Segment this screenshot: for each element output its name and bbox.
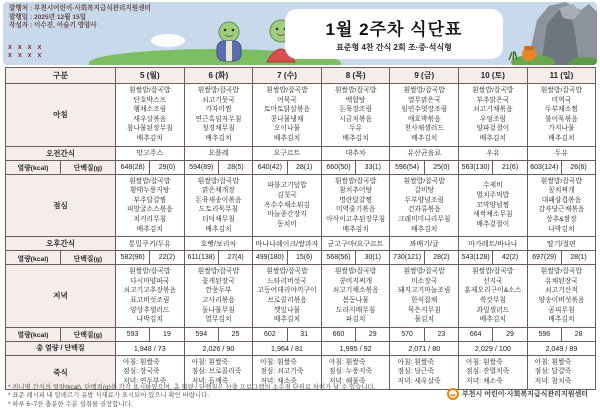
energy-1-protein-day-6: 26(6) [561,160,595,174]
menu-item: 김칫국 [277,191,297,199]
energy-3-kcal-day-3: 660 [321,327,355,341]
am-snack-day-3: 대추차 [321,146,390,160]
menu-item: 어묵국 [277,96,297,104]
am-snack-day-0: 망고주스 [116,146,185,160]
row-label-lunch: 점심 [6,174,116,237]
energy-2-kcal-day-0: 582(96) [116,251,150,265]
menu-item: 아침: 흰쌀죽 [191,358,229,366]
pm-snack-day-1: 호빵/보리차 [184,237,253,251]
menu-item: 고사리볶음 [201,296,235,304]
menu-item: 새우살볶음 [133,115,167,123]
menu-item: 피망굴소스볶음 [126,206,173,214]
energy-2-protein-day-0: 22(2) [150,251,184,265]
protein-label: 단백질(g) [61,327,116,341]
menu-item: 흰쌀밥/잡곡밥 [403,87,445,94]
menu-item: 점심: 장국죽 [123,368,160,376]
breakfast-day-6 [527,84,596,147]
menu-item: 백합탕 [345,96,366,104]
menu-item: 저녁: 채소죽 [260,378,297,386]
menu-item: 천사채샐러드 [404,125,444,133]
breakfast-day-5 [459,84,528,147]
am-snack-day-4: 유산균음료 [390,146,459,160]
menu-item: 쇠고기고추장볶음 [123,287,177,295]
x-marks-row: x x x x [8,44,44,51]
total-day-1: 2,026 / 90 [184,341,253,355]
menu-item: 나박김치 [136,316,163,324]
menu-item: 맑은채개장 [201,187,235,195]
menu-item: 아침: 흰쌀죽 [123,358,160,366]
menu-item: 연근흑임자무침 [195,115,242,123]
energy-2-protein-day-4: 28(2) [424,251,458,265]
day-header-0: 5 (월) [116,68,185,84]
day-header-2: 7 (수) [253,68,322,84]
energy-1-kcal-day-0: 648(28) [116,160,150,174]
energy-2-kcal-day-2: 499(180) [253,251,287,265]
total-day-6: 2,049 / 89 [527,341,596,355]
day-header-3: 8 (목) [321,68,390,84]
menu-item: 임연수엿장조림 [401,106,448,114]
footer-note: * 하루 6~7잔 충분한 수분 섭취를 권장합니다. [8,400,133,408]
page-title: 1월 2주차 식단표 [325,20,463,39]
energy-2-protein-day-2: 15(6) [287,251,321,265]
am-snack-day-6: 두유 [527,146,596,160]
lunch-day-5 [459,174,528,237]
breakfast-day-4 [390,84,459,147]
author-line: 작성자 : 이수진, 이슬기 영양사 [9,22,97,30]
meal-plan-table [5,67,596,390]
title-box [285,9,503,59]
menu-item: 토마토닭살볶음 [264,106,310,114]
menu-item: 감자당근채볶음 [538,206,585,214]
energy-3-kcal-day-1: 594 [184,327,218,341]
lunch-day-2 [253,174,322,237]
energy-3-protein-day-3: 29 [356,327,390,341]
energy-1-protein-day-0: 29(0) [150,160,184,174]
energy-3-protein-day-2: 31 [287,327,321,341]
menu-item: 파김치 [345,316,366,324]
menu-item: 물김치 [414,316,435,324]
menu-item: 돌나물무침 [201,306,235,314]
footer-note: * 끼니별 간식의 열량(kcal), 단백질(g)을 각각 표시하였으며, 총 열량 / 단백질은 산출 프로그램의 소수점 단위로 차이가 날 수 있습니다. [8,384,376,391]
dinner-day-3 [321,265,390,328]
menu-item: 배추김치 [136,225,163,233]
dinner-day-6 [527,265,596,328]
menu-item: 배추김치 [205,134,232,142]
energy-2-protein-day-1: 27(4) [218,251,252,265]
menu-item: 꽁치찌개 [548,187,575,195]
menu-item: 쇠고기뭇국 [201,96,235,104]
energy-2-kcal-day-6: 697(29) [527,251,561,265]
menu-item: 한식잡채 [411,296,438,304]
total-day-2: 1,964 / 81 [253,341,322,355]
menu-item: 흰쌀밥/잡곡밥 [540,87,583,94]
energy-3-protein-day-1: 25 [218,327,252,341]
lunch-day-6 [527,174,596,237]
menu-item: 흰쌀밥/잡곡밥 [334,177,377,185]
menu-item: 배추김치 [273,316,301,324]
menu-item: 배추김치 [548,134,575,142]
menu-item: 흰쌀밥/잡곡밥 [266,268,308,276]
menu-item: 참치추어탕 [339,187,373,195]
menu-item: 단호박스프 [133,96,167,104]
lunch-day-0 [116,174,185,237]
menu-item: 표고버섯조림 [130,296,170,304]
menu-item: 다시마양파국 [130,277,170,285]
x-marks-row: x x x x [8,52,44,59]
energy-1-protein-day-5: 21(6) [493,160,527,174]
menu-item: 명란달걀찜 [339,196,373,204]
menu-item: 흰쌀밥/잡곡밥 [472,268,514,276]
menu-item: 흰쌀밥/잡곡밥 [403,177,445,185]
energy-3-protein-day-0: 19 [150,327,184,341]
menu-item: 곰피무침 [548,306,575,314]
menu-item: 참나물된장무침 [126,125,173,133]
row-label-dinner: 저녁 [6,265,116,328]
menu-item: 옥수수채소튀김 [264,201,310,209]
menu-item: 양파겉절이 [476,125,510,133]
menu-item: 새싹채소무침 [473,211,513,219]
menu-item: 봄동나물 [342,296,369,304]
menu-item: 배추김치 [342,134,369,142]
menu-item: 점심: 쇠고기죽 [260,368,304,376]
menu-item: 흰쌀밥/잡곡밥 [266,87,308,94]
energy-3-protein-day-5: 29 [493,327,527,341]
energy-2-kcal-day-5: 543(128) [459,251,493,265]
menu-item: 두부양념조림 [404,196,444,204]
menu-item: 아침: 흰쌀죽 [328,358,366,366]
menu-item: 느타리버섯국 [267,277,307,285]
energy-2-kcal-day-1: 611(138) [184,251,218,265]
smiley-logo-icon [447,388,459,400]
day-header-4: 9 (금) [390,68,459,84]
menu-item: 미역국 [551,96,572,104]
menu-item: 꼬막양념찜 [476,201,510,209]
energy-3-kcal-day-0: 593 [116,327,150,341]
menu-item: 흰쌀밥/잡곡밥 [540,268,583,276]
menu-item: 동치미 [277,220,297,228]
menu-item: 과일샐러드 [476,306,510,314]
energy-3-protein-day-4: 23 [424,327,458,341]
menu-item: 점심: 당근죽 [397,368,435,376]
menu-item: 청경채무침 [201,125,235,133]
menu-item: 흰쌀밥/잡곡밥 [540,177,583,185]
menu-item: 불어묵볶음 [545,115,578,123]
energy-1-protein-day-4: 25(0) [424,160,458,174]
menu-item: 훈제오리구이&소스 [464,287,522,295]
menu-item: 점심: 누룽지죽 [328,368,372,376]
row-label-am-snack: 오전간식 [6,146,116,160]
publisher-line: 발행처 : 부천시어린이·사회복지급식관리지원센터 [9,5,151,12]
menu-item: 돈육새송이볶음 [195,196,242,204]
menu-item: 저녁: 참치죽 [534,378,572,386]
menu-item: 아침: 흰쌀죽 [397,358,435,366]
menu-item: 아침: 흰쌀죽 [466,358,503,366]
menu-item: 콩나물냉채 [270,115,304,123]
energy-2-kcal-day-3: 568(56) [321,251,355,265]
menu-item: 아삭이고추된장무침 [326,215,386,223]
menu-item: 우엉조림 [479,115,506,123]
menu-item: 오이나물 [273,125,301,133]
menu-item: 마늘종간장지 [267,211,307,219]
protein-label: 단백질(g) [61,251,116,265]
energy-2-kcal-day-4: 730(121) [390,251,424,265]
menu-item: 저녁: 채소죽 [466,378,503,386]
row-label-total: 총 열량 / 단백질 [6,341,116,355]
menu-item: 갈비탕 [414,187,435,195]
menu-item: 흰쌀밥/잡곡밥 [129,87,171,94]
row-label-pm-snack: 오후간식 [6,237,116,251]
dinner-day-5 [459,265,528,328]
pm-snack-day-0: 통밀쿠키/두유 [116,237,185,251]
menu-item: 크래미미나리무침 [397,215,451,223]
total-day-0: 1,948 / 73 [116,341,185,355]
menu-item: 콩비지찌개 [339,277,373,285]
footer-logo [447,388,588,400]
dinner-day-0 [116,265,185,328]
menu-item: 미소장국 [411,277,438,285]
energy-3-protein-day-6: 28 [561,327,595,341]
menu-item: 도토리묵무침 [198,206,239,214]
menu-item: 고등어데리야끼구이 [257,287,317,295]
menu-item: 부추달걀찜 [133,196,167,204]
menu-item: 배추김치 [479,134,506,142]
menu-item: 깐풍두부 [205,287,232,295]
menu-item: 배추김치 [479,316,506,324]
total-day-5: 2,029 / 100 [459,341,528,355]
menu-item: 배추김치 [548,316,575,324]
menu-item: 상추&쌈장 [546,215,577,223]
menu-item: 저녁: 연두부죽 [123,378,167,386]
pm-snack-day-3: 군고구마/요구르트 [321,237,390,251]
menu-item: 브로콜리볶음 [267,296,307,304]
row-label-breakfast: 아침 [6,84,116,147]
menu-item: 유채된장국 [545,277,578,285]
row-label-porridge: 죽식 [6,355,116,389]
am-snack-day-5: 우유 [459,146,528,160]
energy-3-kcal-day-2: 602 [253,327,287,341]
energy-label: 열량(kcal) [6,327,61,341]
porridge-day-5 [459,355,528,389]
menu-item: 파불고기덮밥 [267,182,307,190]
energy-1-kcal-day-3: 660(50) [321,160,355,174]
menu-item: 묵은지무침 [407,306,441,314]
publisher-info [9,5,151,31]
menu-item: 흰쌀밥/잡곡밥 [334,87,377,94]
corner-label: 구분 [6,68,116,84]
menu-item: 가자미찜 [205,106,232,114]
energy-3-kcal-day-4: 570 [390,327,424,341]
pm-snack-day-5: 마가레트/바나나 [459,237,528,251]
energy-label: 열량(kcal) [6,251,61,265]
pm-snack-day-4: 꽈배기/귤 [390,237,459,251]
menu-item: 점심: 달걀죽 [534,368,572,376]
menu-item: 배추김치 [136,134,163,142]
menu-item: 점심: 브로콜리죽 [191,368,242,376]
menu-item: 부추맑은국 [476,96,510,104]
menu-item: 두유 [349,125,363,133]
breakfast-day-1 [184,84,253,147]
breakfast-day-3 [321,84,390,147]
energy-label: 열량(kcal) [6,160,61,174]
pm-snack-day-6: 딸기/절편 [527,237,596,251]
menu-item: 선지국 [482,277,503,285]
total-day-3: 1,995 / 92 [321,341,390,355]
total-day-4: 2,071 / 80 [390,341,459,355]
day-header-5: 10 (토) [459,68,528,84]
menu-item: 수제비 [482,182,503,190]
menu-item: 두부채소찜 [545,106,578,114]
menu-item: 황태누룽지탕 [130,187,170,195]
energy-2-protein-day-6: 28(1) [561,251,595,265]
menu-item: 아침: 흰쌀죽 [534,358,572,366]
energy-2-protein-day-3: 30(1) [356,251,390,265]
rock-scene-icon [489,2,597,65]
menu-item: 깻잎나물 [273,306,301,314]
am-snack-day-2: 요구르트 [253,146,322,160]
menu-item: 쇠고기채소볶음 [332,287,379,295]
energy-1-kcal-day-6: 603(124) [527,160,561,174]
dinner-day-4 [390,265,459,328]
dinner-day-2 [253,265,322,328]
pm-snack-day-2: 바나나쉐이크/쌀과자 [253,237,322,251]
menu-item: 흰쌀밥/잡곡밥 [197,177,240,185]
menu-item: 양상추샐러드 [130,306,170,314]
menu-item: 흰쌀밥/잡곡밥 [197,268,240,276]
menu-item: 멸치주먹밥 [476,191,510,199]
menu-item: 흰쌀밥/잡곡밥 [403,268,445,276]
menu-item: 시금치볶음 [339,115,373,123]
lunch-day-1 [184,174,253,237]
menu-item: 흰쌀밥/잡곡밥 [472,87,514,94]
menu-item: 배추김치 [273,134,301,142]
energy-1-kcal-day-4: 596(54) [390,160,424,174]
protein-label: 단백질(g) [61,160,116,174]
menu-item: 더덕채무침 [201,215,235,223]
energy-1-kcal-day-5: 563(130) [459,160,493,174]
energy-1-protein-day-3: 33(1) [356,160,390,174]
menu-item: 애호박볶음 [407,115,441,123]
lunch-day-4 [390,174,459,237]
footer-notes [8,384,375,409]
menu-item: 나박김치 [548,225,575,233]
menu-item: 치커리무침 [133,215,167,223]
menu-item: 열무김치 [205,316,232,324]
day-header-6: 11 (일) [527,68,596,84]
menu-item: 꽃게된장국 [201,277,235,285]
energy-1-kcal-day-1: 594(89) [184,160,218,174]
am-snack-day-1: 요플레 [184,146,253,160]
menu-item: 배추김치 [205,225,232,233]
menu-item: 배추겉절이 [476,220,510,228]
footer-note: * 표준 레시피 내 알레르기 유발 식재료가 표시되어 있으니 확인 바랍니다. [8,392,210,400]
menu-item: 저녁: 새우살죽 [397,378,441,386]
energy-2-protein-day-5: 42(2) [493,251,527,265]
menu-item: 아침: 흰쌀죽 [260,358,297,366]
energy-3-kcal-day-6: 596 [527,327,561,341]
energy-1-protein-day-1: 28(5) [218,160,252,174]
menu-item: 흰쌀밥/잡곡밥 [334,268,377,276]
breakfast-day-0 [116,84,185,147]
porridge-day-4 [390,355,459,389]
energy-1-kcal-day-2: 640(42) [253,160,287,174]
menu-item: 쑥갓무침 [479,296,506,304]
energy-1-protein-day-2: 28(1) [287,160,321,174]
banner-x-marks [8,44,43,60]
footer-logo-text: 부천시 어린이·사회복지급식관리지원센터 [462,391,588,398]
menu-item: 돈육장조림 [339,106,373,114]
porridge-day-6 [527,355,596,389]
cloud-icon [151,34,185,47]
menu-item: 흰쌀밥/잡곡밥 [129,268,171,276]
menu-item: 쇠고기산적 [545,287,578,295]
menu-item: 저녁: 들깨죽 [191,378,229,386]
menu-item: 미역줄기볶음 [335,206,376,214]
menu-item: 쇠고기채볶음 [473,106,513,114]
menu-item: 흰쌀밥/잡곡밥 [197,87,240,94]
menu-item: 흰쌀밥/잡곡밥 [129,177,171,185]
menu-item: 열무맑은국 [407,96,441,104]
lunch-day-3 [321,174,390,237]
menu-item: 배추김치 [411,134,438,142]
day-header-1: 6 (화) [184,68,253,84]
menu-item: 저녁: 해물죽 [328,378,366,386]
menu-item: 도라지배무침 [335,306,376,314]
menu-item: 가지나물 [548,125,575,133]
menu-item: 건과류볶음 [407,206,441,214]
page-subtitle: 표준형 4찬 간식 2회 조·중·석식형 [336,43,452,52]
menu-item: 돼지고기마늘조림 [397,287,451,295]
menu-item: 햄채소조림 [133,106,167,114]
breakfast-day-2 [253,84,322,147]
banner [3,2,597,65]
menu-item: 양송이버섯볶음 [538,296,585,304]
publish-date-line: 발행일 : 2025년 12월 15일 [9,13,87,21]
menu-item: 배추김치 [342,225,369,233]
menu-item: 점심: 잔멸치죽 [466,368,510,376]
menu-item: 대패삼겹볶음 [541,196,582,204]
dinner-day-1 [184,265,253,328]
menu-item: 배추김치 [411,225,438,233]
energy-3-kcal-day-5: 664 [459,327,493,341]
